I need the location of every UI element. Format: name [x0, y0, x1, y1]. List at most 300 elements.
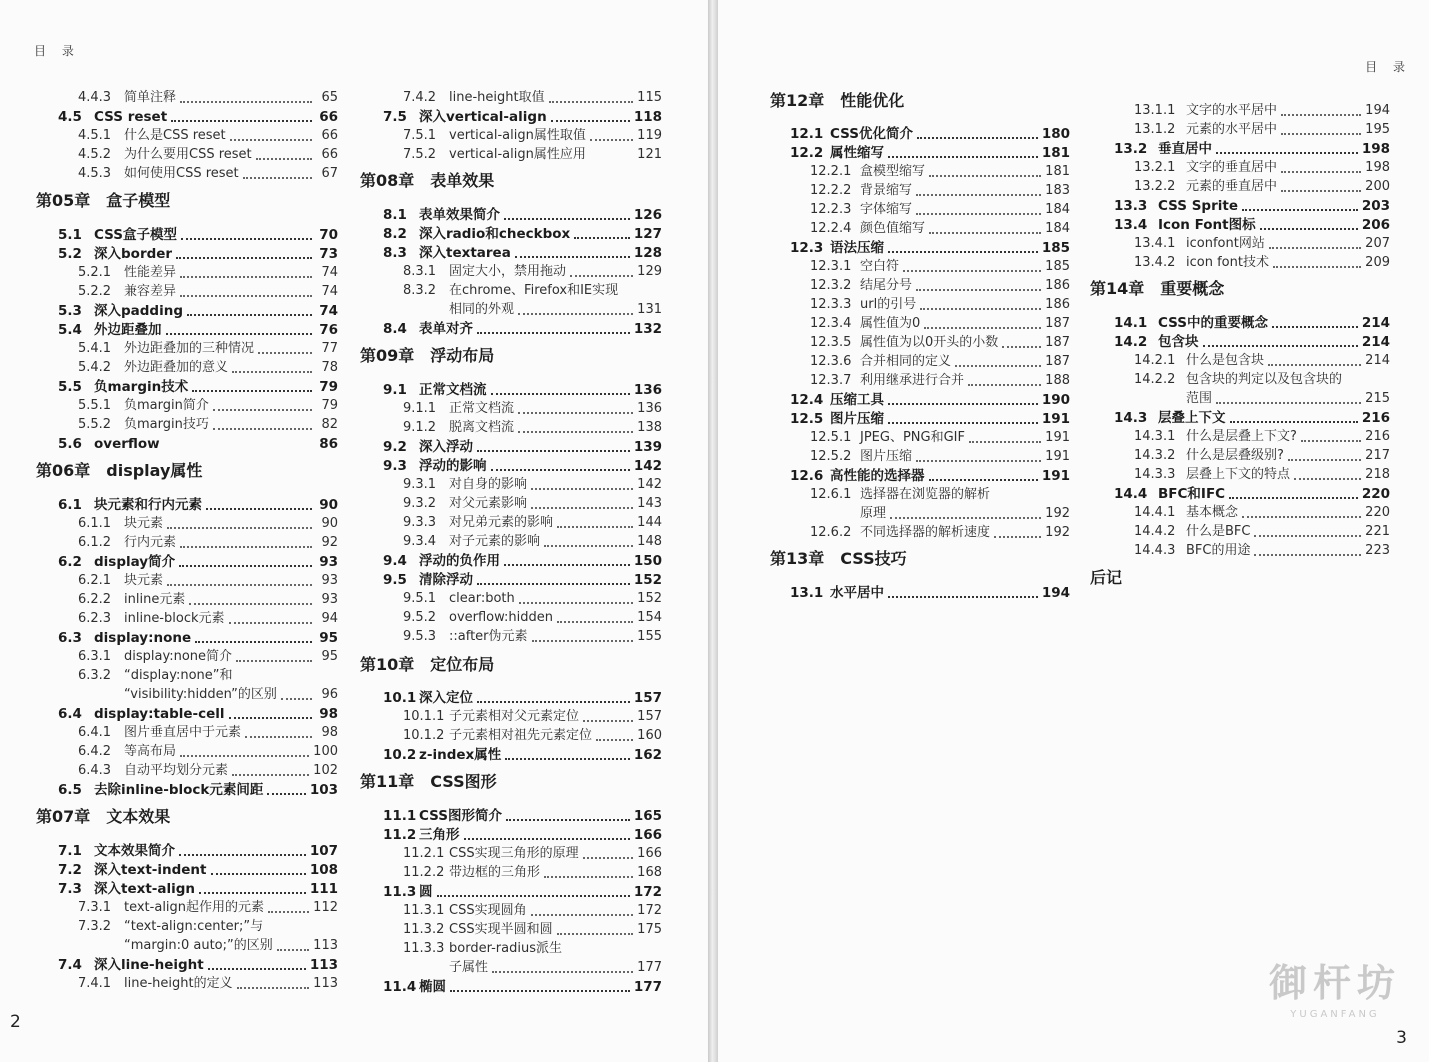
entry-number: 5.1 — [58, 227, 82, 243]
entry-number: 7.5.2 — [403, 147, 437, 162]
entry-title: 块元素和行内元素 — [94, 497, 202, 513]
dot-leader — [491, 393, 630, 395]
dot-leader — [531, 914, 634, 916]
entry-title: 外边距叠加 — [94, 322, 162, 338]
entry-number: 6.1.1 — [78, 516, 112, 531]
toc-section-entry — [1114, 217, 1390, 233]
dot-leader — [994, 536, 1041, 538]
dot-leader — [916, 460, 1041, 462]
entry-number: 4.5 — [58, 109, 82, 125]
dot-leader — [167, 527, 312, 529]
toc-section-entry — [383, 226, 662, 242]
dot-leader — [504, 218, 630, 220]
toc-subsection-entry — [78, 725, 338, 741]
entry-title: 深入padding — [94, 303, 184, 319]
entry-number: 12.2.1 — [810, 164, 852, 179]
entry-number: 12.2.2 — [810, 183, 852, 198]
dot-leader — [208, 968, 306, 970]
entry-page: 95 — [321, 649, 338, 664]
entry-title: 文字的水平居中 — [1186, 103, 1278, 118]
entry-title-continued: 范围 — [1186, 391, 1213, 406]
entry-number: 14.2.1 — [1134, 353, 1176, 368]
toc-subsection-entry — [78, 128, 338, 144]
dot-leader — [1268, 364, 1361, 366]
entry-title: 属性值为0 — [860, 316, 921, 331]
dot-leader — [968, 384, 1041, 386]
entry-page: 73 — [319, 246, 338, 262]
toc-subsection-entry — [403, 903, 662, 919]
entry-page: 150 — [633, 553, 662, 569]
entry-page: 66 — [321, 147, 338, 162]
entry-title: 不同选择器的解析速度 — [860, 525, 991, 540]
entry-title: 属性缩写 — [830, 145, 884, 161]
toc-subsection-entry — [403, 90, 662, 106]
entry-page: 187 — [1045, 316, 1070, 331]
dot-leader — [570, 275, 633, 277]
dot-leader — [230, 139, 312, 141]
entry-number: 11.2.2 — [403, 865, 445, 880]
dot-leader — [1281, 133, 1361, 135]
entry-page: 184 — [1045, 221, 1070, 236]
dot-leader — [229, 622, 313, 624]
dot-leader — [1269, 247, 1361, 249]
dot-leader — [557, 933, 634, 935]
dot-leader — [531, 488, 633, 490]
entry-page: 107 — [309, 843, 338, 859]
dot-leader — [1229, 497, 1358, 499]
entry-number: 12.4 — [790, 392, 824, 408]
dot-leader — [189, 603, 312, 605]
entry-number: 12.6.1 — [810, 487, 852, 502]
entry-title: 深入border — [94, 246, 173, 262]
entry-title: 深入radio和checkbox — [419, 226, 571, 242]
entry-title: 什么是CSS reset — [124, 128, 226, 143]
entry-number: 8.3.1 — [403, 264, 437, 279]
entry-number: 6.5 — [58, 782, 82, 798]
entry-title: Icon Font图标 — [1158, 217, 1256, 233]
dot-leader — [237, 987, 310, 989]
page-number-left: 2 — [10, 1012, 21, 1032]
entry-title: BFC和IFC — [1158, 486, 1226, 502]
dot-leader — [464, 838, 630, 840]
dot-leader — [557, 621, 633, 623]
entry-page: 74 — [321, 284, 338, 299]
entry-number: 12.3.7 — [810, 373, 852, 388]
entry-title-continued: 子属性 — [449, 960, 489, 975]
dot-leader — [515, 256, 630, 258]
dot-leader — [929, 232, 1041, 234]
entry-page: 90 — [319, 497, 338, 513]
toc-section-entry — [58, 303, 338, 319]
entry-page: 131 — [637, 302, 662, 317]
entry-title: 图片压缩 — [860, 449, 913, 464]
toc-section-entry — [383, 808, 662, 824]
dot-leader — [596, 739, 633, 741]
toc-subsection-entry — [1134, 103, 1390, 119]
entry-number: 7.3 — [58, 881, 82, 897]
entry-title: 等高布局 — [124, 744, 177, 759]
entry-title: 外边距叠加的三种情况 — [124, 341, 255, 356]
toc-section-entry — [790, 585, 1070, 601]
entry-title: 什么是包含块 — [1186, 353, 1265, 368]
entry-page: 143 — [637, 496, 662, 511]
toc-subsection-entry — [78, 592, 338, 608]
toc-subsection-entry — [1134, 236, 1390, 252]
entry-number: 12.5 — [790, 411, 824, 427]
entry-page: 166 — [633, 827, 662, 843]
dot-leader — [506, 819, 630, 821]
chapter-heading: 第07章 文本效果 — [36, 807, 171, 826]
toc-section-entry — [383, 979, 662, 995]
dot-leader — [213, 409, 312, 411]
entry-page: 70 — [319, 227, 338, 243]
toc-subsection-entry — [1134, 372, 1390, 388]
toc-section-entry — [383, 245, 662, 261]
toc-subsection-entry — [403, 629, 662, 645]
watermark-text-en: YUGANFANG — [1290, 1009, 1380, 1020]
entry-page: 214 — [1361, 334, 1390, 350]
dot-leader — [955, 365, 1041, 367]
toc-section-entry — [58, 630, 338, 646]
entry-title: 元素的垂直居中 — [1186, 179, 1278, 194]
entry-page: 96 — [321, 687, 338, 702]
entry-number: 9.5 — [383, 572, 407, 588]
toc-subsection-entry — [403, 610, 662, 626]
toc-section-entry — [383, 827, 662, 843]
entry-title: 浮动的影响 — [419, 458, 487, 474]
dot-leader — [888, 596, 1038, 598]
entry-number: 5.5.1 — [78, 398, 112, 413]
toc-subsection-entry-continued — [449, 960, 662, 976]
entry-title: 块元素 — [124, 516, 164, 531]
entry-page: 98 — [319, 706, 338, 722]
dot-leader — [1242, 516, 1361, 518]
dot-leader — [551, 120, 630, 122]
dot-leader — [518, 313, 633, 315]
entry-page: 78 — [321, 360, 338, 375]
entry-page: 157 — [637, 709, 662, 724]
entry-number: 12.3.6 — [810, 354, 852, 369]
watermark-logo — [1269, 952, 1401, 1020]
entry-page: 207 — [1365, 236, 1390, 251]
entry-page: 184 — [1045, 202, 1070, 217]
entry-page: 74 — [321, 265, 338, 280]
entry-number: 7.4.1 — [78, 976, 112, 991]
toc-subsection-entry — [1134, 179, 1390, 195]
toc-subsection-entry — [810, 430, 1070, 446]
entry-number: 14.4.1 — [1134, 505, 1176, 520]
entry-title: 性能差异 — [124, 265, 177, 280]
entry-number: 6.4.2 — [78, 744, 112, 759]
entry-title: CSS reset — [94, 109, 168, 125]
entry-page: 113 — [313, 938, 338, 953]
entry-title: 深入浮动 — [419, 439, 473, 455]
entry-number: 5.2 — [58, 246, 82, 262]
entry-number: 9.5.3 — [403, 629, 437, 644]
entry-number: 13.1.2 — [1134, 122, 1176, 137]
entry-page: 187 — [1045, 354, 1070, 369]
entry-title: CSS实现圆角 — [449, 903, 527, 918]
entry-number: 9.3.1 — [403, 477, 437, 492]
dot-leader — [450, 990, 630, 992]
dot-leader — [232, 774, 309, 776]
entry-title: display:none简介 — [124, 649, 233, 664]
entry-number: 12.6 — [790, 468, 824, 484]
entry-title: 在chrome、Firefox和IE实现 — [449, 283, 619, 298]
entry-number: 9.5.1 — [403, 591, 437, 606]
entry-number: 8.2 — [383, 226, 407, 242]
entry-title: 什么是层叠上下文? — [1186, 429, 1297, 444]
entry-page: 175 — [637, 922, 662, 937]
toc-subsection-entry — [403, 728, 662, 744]
toc-section-entry — [383, 690, 662, 706]
toc-subsection-entry — [403, 591, 662, 607]
entry-page: 126 — [633, 207, 662, 223]
entry-title: 表单效果简介 — [419, 207, 500, 223]
entry-number: 8.3.2 — [403, 283, 437, 298]
entry-page: 203 — [1361, 198, 1390, 214]
entry-title: 兼容差异 — [124, 284, 177, 299]
toc-subsection-entry-continued — [860, 506, 1070, 522]
entry-title: 水平居中 — [830, 585, 884, 601]
entry-title: 深入定位 — [419, 690, 473, 706]
entry-number: 9.3 — [383, 458, 407, 474]
toc-subsection-entry — [810, 183, 1070, 199]
dot-leader — [180, 295, 312, 297]
entry-number: 13.4 — [1114, 217, 1148, 233]
entry-title: 盒模型缩写 — [860, 164, 926, 179]
dot-leader — [277, 949, 309, 951]
toc-section-entry — [383, 207, 662, 223]
toc-section-entry — [58, 436, 338, 452]
entry-page: 172 — [633, 884, 662, 900]
entry-page: 115 — [637, 90, 662, 105]
entry-page: 90 — [321, 516, 338, 531]
entry-page: 93 — [321, 573, 338, 588]
entry-number: 14.1 — [1114, 315, 1148, 331]
entry-number: 5.4.1 — [78, 341, 112, 356]
toc-subsection-entry — [810, 335, 1070, 351]
entry-number: 12.3.5 — [810, 335, 852, 350]
toc-section-entry — [58, 227, 338, 243]
toc-subsection-entry — [78, 360, 338, 376]
entry-title: 椭圆 — [419, 979, 446, 995]
entry-number: 5.4.2 — [78, 360, 112, 375]
entry-number: 12.6.2 — [810, 525, 852, 540]
entry-title: display简介 — [94, 554, 176, 570]
entry-title: 语法压缩 — [830, 240, 884, 256]
entry-page: 186 — [1045, 278, 1070, 293]
dot-leader — [166, 333, 313, 335]
entry-title: 空白符 — [860, 259, 900, 274]
entry-title: display:none — [94, 630, 192, 646]
entry-page: 93 — [321, 592, 338, 607]
entry-title: CSS盒子模型 — [94, 227, 177, 243]
toc-subsection-entry — [403, 515, 662, 531]
entry-page: 217 — [1365, 448, 1390, 463]
dot-leader — [583, 857, 634, 859]
entry-page: 100 — [313, 744, 338, 759]
toc-subsection-entry — [403, 264, 662, 280]
entry-page: 214 — [1361, 315, 1390, 331]
dot-leader — [504, 564, 630, 566]
entry-title: 字体缩写 — [860, 202, 913, 217]
entry-title: overflow:hidden — [449, 610, 554, 625]
entry-page: 200 — [1365, 179, 1390, 194]
toc-subsection-entry — [78, 516, 338, 532]
dot-leader — [1281, 114, 1361, 116]
entry-number: 13.4.2 — [1134, 255, 1176, 270]
toc-subsection-entry — [78, 398, 338, 414]
toc-subsection-entry — [1134, 505, 1390, 521]
entry-title: CSS优化简介 — [830, 126, 913, 142]
toc-section-entry — [1114, 198, 1390, 214]
toc-section-entry — [383, 884, 662, 900]
entry-page: 181 — [1041, 145, 1070, 161]
entry-number: 14.2 — [1114, 334, 1148, 350]
dot-leader — [232, 371, 312, 373]
dot-leader — [477, 332, 630, 334]
toc-subsection-entry — [403, 709, 662, 725]
entry-page: 191 — [1041, 468, 1070, 484]
entry-page: 113 — [309, 957, 338, 973]
entry-title: 圆 — [419, 884, 433, 900]
entry-number: 14.4 — [1114, 486, 1148, 502]
entry-page: 142 — [637, 477, 662, 492]
entry-page: 216 — [1365, 429, 1390, 444]
entry-number: 6.3.1 — [78, 649, 112, 664]
dot-leader — [171, 120, 312, 122]
toc-subsection-entry — [403, 865, 662, 881]
entry-page: 192 — [1045, 506, 1070, 521]
dot-leader — [477, 583, 630, 585]
entry-number: 7.3.2 — [78, 919, 112, 934]
toc-subsection-entry — [78, 573, 338, 589]
right-page — [718, 0, 1429, 1062]
entry-number: 12.5.2 — [810, 449, 852, 464]
entry-title: 图片垂直居中于元素 — [124, 725, 242, 740]
dot-leader — [1203, 345, 1358, 347]
entry-page: 168 — [637, 865, 662, 880]
toc-subsection-entry-continued — [449, 302, 662, 318]
entry-page: 155 — [637, 629, 662, 644]
entry-page: 198 — [1365, 160, 1390, 175]
entry-number: 14.2.2 — [1134, 372, 1176, 387]
dot-leader — [199, 892, 306, 894]
entry-number: 12.3 — [790, 240, 824, 256]
entry-number: 6.3.2 — [78, 668, 112, 683]
entry-title: 子元素相对祖先元素定位 — [449, 728, 593, 743]
entry-number: 5.2.2 — [78, 284, 112, 299]
dot-leader — [920, 308, 1041, 310]
toc-subsection-entry — [78, 649, 338, 665]
toc-section-entry — [790, 392, 1070, 408]
entry-title: 正常文档流 — [449, 401, 515, 416]
toc-subsection-entry — [1134, 429, 1390, 445]
toc-section-entry — [383, 321, 662, 337]
entry-number: 12.3.1 — [810, 259, 852, 274]
toc-subsection-entry — [78, 919, 338, 935]
toc-subsection-entry — [78, 535, 338, 551]
toc-section-entry — [58, 554, 338, 570]
dot-leader — [245, 736, 312, 738]
entry-title: text-align起作用的元素 — [124, 900, 265, 915]
entry-title: url的引号 — [860, 297, 917, 312]
entry-number: 7.2 — [58, 862, 82, 878]
entry-page: 132 — [633, 321, 662, 337]
entry-page: 93 — [319, 554, 338, 570]
toc-section-entry — [1114, 410, 1390, 426]
entry-page: 142 — [633, 458, 662, 474]
dot-leader — [492, 971, 633, 973]
entry-number: 13.2.1 — [1134, 160, 1176, 175]
entry-number: 10.1 — [383, 690, 417, 706]
entry-number: 6.1 — [58, 497, 82, 513]
entry-number: 12.1 — [790, 126, 824, 142]
toc-subsection-entry — [403, 477, 662, 493]
entry-page: 194 — [1041, 585, 1070, 601]
entry-page: 79 — [319, 379, 338, 395]
entry-page: 218 — [1365, 467, 1390, 482]
dot-leader — [1273, 266, 1361, 268]
book-gutter — [708, 0, 718, 1062]
entry-title: 子元素相对父元素定位 — [449, 709, 580, 724]
toc-subsection-entry — [78, 341, 338, 357]
toc-subsection-entry — [1134, 160, 1390, 176]
dot-leader — [167, 584, 312, 586]
dot-leader — [491, 469, 630, 471]
entry-page: 74 — [319, 303, 338, 319]
entry-number: 6.4.1 — [78, 725, 112, 740]
entry-page: 191 — [1045, 449, 1070, 464]
entry-number: 12.3.2 — [810, 278, 852, 293]
toc-section-entry — [58, 497, 338, 513]
dot-leader — [590, 139, 633, 141]
dot-leader — [176, 257, 312, 259]
entry-number: 9.1.1 — [403, 401, 437, 416]
toc-subsection-entry — [78, 166, 338, 182]
entry-title: 三角形 — [419, 827, 460, 843]
entry-number: 7.3.1 — [78, 900, 112, 915]
dot-leader — [888, 422, 1038, 424]
dot-leader — [544, 545, 633, 547]
entry-page: 157 — [633, 690, 662, 706]
entry-page: 166 — [637, 846, 662, 861]
dot-leader — [267, 793, 305, 795]
toc-section-entry — [383, 109, 662, 125]
entry-number: 4.5.2 — [78, 147, 112, 162]
toc-subsection-entry — [810, 202, 1070, 218]
entry-title: “display:none”和 — [124, 668, 233, 683]
entry-title: 固定大小，禁用拖动 — [449, 264, 567, 279]
toc-subsection-entry — [1134, 448, 1390, 464]
toc-subsection-entry — [78, 900, 338, 916]
entry-page: 209 — [1365, 255, 1390, 270]
entry-title-continued: “margin:0 auto;”的区别 — [124, 938, 273, 953]
entry-title: 负margin技术 — [94, 379, 189, 395]
entry-number: 5.6 — [58, 436, 82, 452]
entry-title: display:table-cell — [94, 706, 225, 722]
entry-page: 98 — [321, 725, 338, 740]
entry-number: 14.3 — [1114, 410, 1148, 426]
chapter-heading: 后记 — [1090, 568, 1123, 587]
entry-page: 144 — [637, 515, 662, 530]
toc-subsection-entry — [78, 668, 338, 684]
entry-page: 177 — [633, 979, 662, 995]
entry-title: 包含块 — [1158, 334, 1199, 350]
entry-title-continued: 相同的外观 — [449, 302, 515, 317]
chapter-heading: 第06章 display属性 — [36, 461, 203, 480]
